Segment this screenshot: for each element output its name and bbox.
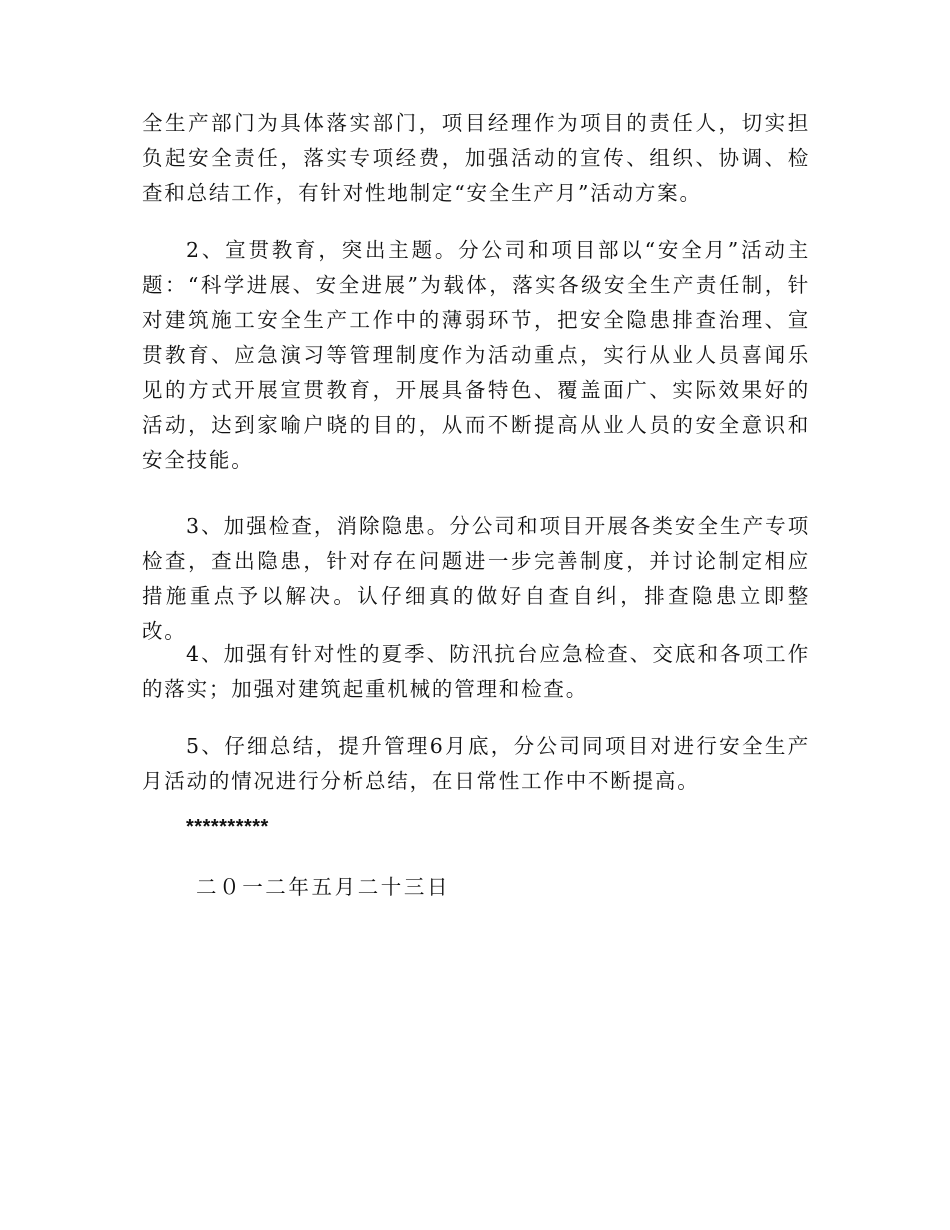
- paragraph-item-5: 5、仔细总结，提升管理6月底，分公司同项目对进行安全生产月活动的情况进行分析总结，在日常性工作中不断提高。: [142, 734, 810, 793]
- signature-placeholder: **********: [186, 816, 269, 838]
- paragraph-item-2: 2、宣贯教育，突出主题。分公司和项目部以“安全月”活动主题：“科学进展、安全进展”为载体，落实各级安全生产责任制，针对建筑施工安全生产工作中的薄弱环节，把安全隐患排查治理、宣贯教育、应急演习等管理制度作为活动重点，实行从业人员喜闻乐见的方式开展宣贯教育，开展具备特色、覆盖面广、实际效果好的活动，达到家喻户晓的目的，从而不断提高从业人员的安全意识和安全技能。: [142, 238, 810, 472]
- document-date: 二０一二年五月二十三日: [196, 875, 451, 899]
- paragraph-continuation: 全生产部门为具体落实部门，项目经理作为项目的责任人，切实担负起安全责任，落实专项经费，加强活动的宣传、组织、协调、检查和总结工作，有针对性地制定“安全生产月”活动方案。: [142, 111, 810, 205]
- paragraph-item-4: 4、加强有针对性的夏季、防汛抗台应急检查、交底和各项工作的落实；加强对建筑起重机械的管理和检查。: [142, 642, 810, 701]
- paragraph-item-3: 3、加强检查，消除隐患。分公司和项目开展各类安全生产专项检查，查出隐患，针对存在问题进一步完善制度，并讨论制定相应措施重点予以解决。认仔细真的做好自查自纠，排查隐患立即整改。: [142, 514, 810, 643]
